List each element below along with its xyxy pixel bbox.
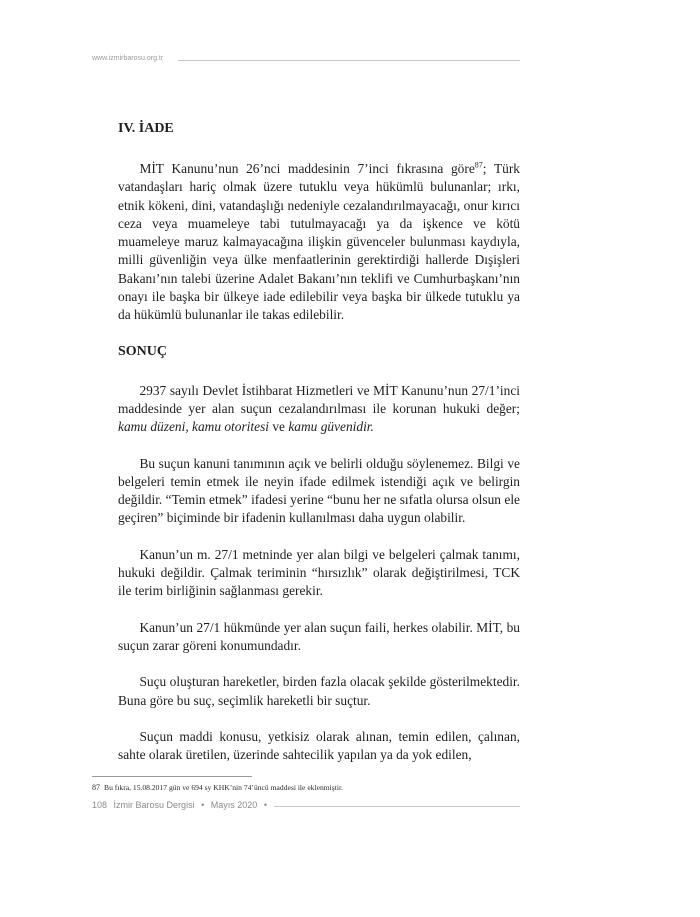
paragraph-text: 2937 sayılı Devlet İstihbarat Hizmetleri ve MİT Kanunu’nun 27/1’inci maddesinde yer alan suçun cezalandırılması ile korunan hukuki değer; — [118, 382, 520, 416]
page-number: 108 — [92, 800, 108, 810]
paragraph-acts: Suçu oluşturan hareketler, birden fazla olacak şekilde gösterilmektedir. Buna göre bu suç, seçimlik hareketli bir suçtur. — [118, 674, 520, 708]
paragraph-offender: Kanun’un 27/1 hükmünde yer alan suçun faili, herkes olabilir. MİT, bu suçun zarar göreni konumundadır. — [118, 619, 520, 653]
footnote — [92, 783, 522, 792]
section-heading-iade: IV. İADE — [118, 121, 174, 136]
issue-date: Mayıs 2020 — [210, 800, 258, 810]
body-text — [118, 113, 520, 764]
footer-rule — [274, 806, 520, 807]
paragraph-subject: Suçun maddi konusu, yetkisiz olarak alınan, temin edilen, çalınan, sahte olarak üretilen, üzerinde sahtecilik yapılan ya da yok edilen, — [118, 728, 520, 763]
footnote-reference[interactable]: 87 — [474, 160, 483, 170]
paragraph-protected-value — [118, 382, 520, 437]
paragraph-text: MİT Kanunu’nun 26’nci maddesinin 7’inci fıkrasına göre — [139, 161, 475, 176]
paragraph-text: ; Türk vatandaşları hariç olmak üzere tutuklu veya hükümlü bulunanlar; ırkı, etnik kökeni, dini, vatandaşlığı nedeniyle cezalandırılmayacağı, onur kırıcı ceza veya muameleye tabi tutulmayacağı ya da işkence ve kötü muameleye maruz kalmayacağına ilişkin güvenceler bulunması kaydıyla, milli güvenliğin veya ülke menfaatlerinin gerektirdiği hallerde Dışişleri Bakanı’nın talebi üzerine Adalet Bakanı’nın teklifi ve Cumhurbaşkanı’nın onayı ile başka bir ülkeye iade edilebilir veya başka bir ülkede tutuklu ya da hükümlü bulunanlar ile takas edilebilir. — [118, 161, 521, 323]
italic-text: kamu düzeni, kamu otoritesi — [118, 419, 269, 435]
footnote-number: 87 — [92, 783, 100, 792]
paragraph-text: ve — [269, 419, 289, 435]
page-footer — [92, 800, 271, 810]
paragraph-iade — [118, 160, 520, 325]
section-heading-sonuc: SONUÇ — [118, 343, 168, 359]
journal-name: İzmir Barosu Dergisi — [113, 800, 195, 810]
footnote-text: Bu fıkra, 15.08.2017 gün ve 694 sy KHK’nin 74’üncü maddesi ile eklenmiştir. — [104, 783, 343, 792]
italic-text: kamu güvenidir. — [288, 419, 374, 435]
footer-separator: • — [201, 800, 205, 810]
paragraph-stealing: Kanun’un m. 27/1 metninde yer alan bilgi ve belgeleri çalmak tanımı, hukuki değildir. Çalmak teriminin “hırsızlık” olarak değiştirilmesi, TCK ile terim birliğinin sağlanması gerekir. — [118, 546, 520, 599]
header-url: www.izmirbarosu.org.tr — [92, 55, 164, 62]
header-rule — [178, 60, 520, 61]
footer-separator: • — [263, 800, 267, 810]
footnote-rule — [92, 776, 252, 777]
paragraph-definition: Bu suçun kanuni tanımının açık ve belirli olduğu söylenemez. Bilgi ve belgeleri temin etmek ile neyin ifade edilmek istendiği açık ve belirgin değildir. “Temin etmek” ifadesi yerine “bunu her ne sıfatla olursa olsun ele geçiren” biçiminde bir ifadenin kullanılması daha uygun olabilir. — [118, 455, 520, 526]
